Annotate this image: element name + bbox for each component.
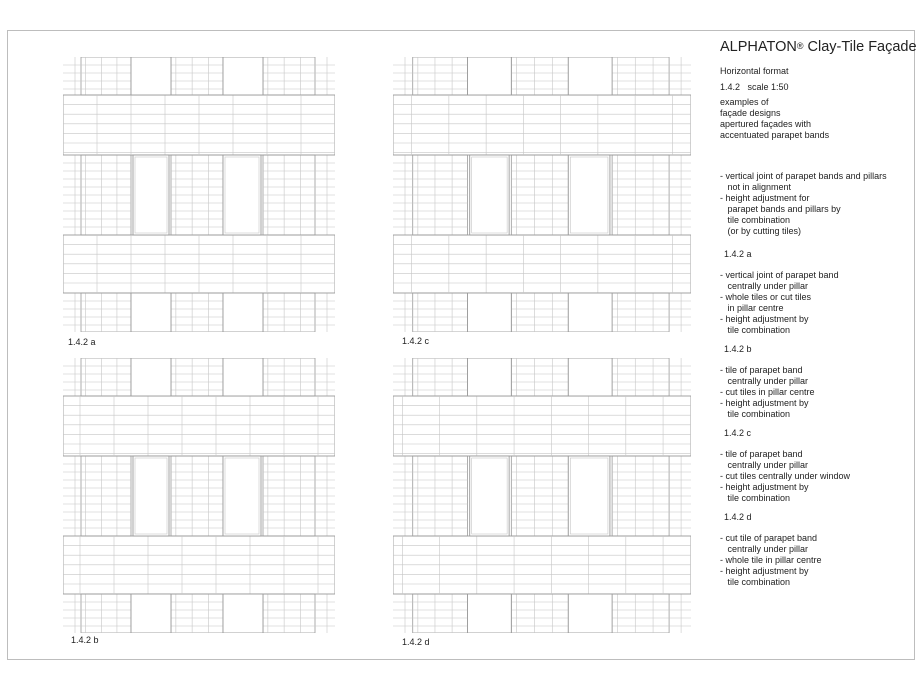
lower-opening <box>131 594 171 633</box>
registered-mark: ® <box>796 41 804 51</box>
note-line: - vertical joint of parapet bands and pillars <box>720 171 887 181</box>
parapet-band-outline <box>63 396 335 456</box>
note-line: parapet bands and pillars by <box>720 204 841 214</box>
pillar-outline <box>511 57 568 95</box>
pillar-outline <box>612 594 669 633</box>
window-opening <box>133 456 169 536</box>
pillar-outline <box>413 293 468 332</box>
note-line: - height adjustment by <box>720 566 809 576</box>
variant-notes-d <box>720 533 915 588</box>
note-line: tile combination <box>720 577 791 587</box>
upper-opening <box>468 358 512 396</box>
drawing-caption-d: 1.4.2 d <box>402 637 430 647</box>
note-line: tile combination <box>720 493 791 503</box>
drawing-caption-b: 1.4.2 b <box>71 635 99 645</box>
note-line: centrally under pillar <box>720 460 809 470</box>
note-line: tile combination <box>720 215 791 225</box>
note-line: - cut tiles centrally under window <box>720 471 851 481</box>
lower-opening <box>223 594 263 633</box>
lower-opening <box>131 293 171 332</box>
variant-heading-b: 1.4.2 b <box>724 344 752 354</box>
pillar-outline <box>81 594 131 633</box>
variant-heading-a: 1.4.2 a <box>724 249 752 259</box>
variant-heading-d: 1.4.2 d <box>724 512 752 522</box>
note-line: - whole tiles or cut tiles <box>720 292 812 302</box>
description-panel <box>720 38 915 588</box>
upper-opening <box>131 358 171 396</box>
note-line: centrally under pillar <box>720 544 809 554</box>
title-rest: Clay-Tile Façade <box>807 39 917 55</box>
intro-desc-line: examples of <box>720 97 769 107</box>
upper-opening <box>223 358 263 396</box>
variant-notes-a <box>720 270 915 336</box>
window-opening <box>568 155 610 235</box>
lower-opening <box>468 293 512 332</box>
pillar-outline <box>171 594 223 633</box>
facade-drawing-c <box>393 57 691 332</box>
window-opening <box>470 155 509 235</box>
lower-opening <box>568 594 612 633</box>
pillar-outline <box>81 293 131 332</box>
variant-notes-b <box>720 365 915 420</box>
parapet-band-outline <box>393 396 691 456</box>
note-line: - height adjustment by <box>720 482 809 492</box>
note-line: in pillar centre <box>720 303 784 313</box>
scale-label: 1.4.2 scale 1:50 <box>720 82 789 92</box>
facade-group <box>63 358 335 633</box>
pillar-outline <box>413 594 468 633</box>
note-line: tile combination <box>720 325 791 335</box>
pillar-outline <box>612 57 669 95</box>
pillar-outline <box>263 594 315 633</box>
note-line: - cut tile of parapet band <box>720 533 818 543</box>
pillar-outline <box>612 293 669 332</box>
facade-group <box>393 358 691 633</box>
note-line: - whole tile in pillar centre <box>720 555 822 565</box>
parapet-band-outline <box>393 95 691 155</box>
facade-group <box>393 57 691 332</box>
variant-heading-c: 1.4.2 c <box>724 428 752 438</box>
page-title <box>720 38 915 56</box>
brand-name: ALPHATON <box>720 39 797 55</box>
note-line: - tile of parapet band <box>720 365 803 375</box>
note-line: - cut tiles in pillar centre <box>720 387 815 397</box>
intro-desc-line: accentuated parapet bands <box>720 130 830 140</box>
facade-drawing-a <box>63 57 335 332</box>
drawing-caption-a: 1.4.2 a <box>68 337 96 347</box>
window-opening <box>223 456 261 536</box>
upper-opening <box>223 57 263 95</box>
facade-drawing-d <box>393 358 691 633</box>
window-opening <box>470 456 509 536</box>
format-label: Horizontal format <box>720 66 789 76</box>
pillar-outline <box>171 293 223 332</box>
upper-opening <box>568 358 612 396</box>
facade-group <box>63 57 335 332</box>
note-line: - tile of parapet band <box>720 449 803 459</box>
pillar-outline <box>511 594 568 633</box>
general-notes <box>720 171 915 237</box>
window-opening <box>568 456 610 536</box>
note-line: - height adjustment by <box>720 314 809 324</box>
lower-opening <box>568 293 612 332</box>
pillar-outline <box>263 293 315 332</box>
window-opening <box>223 155 261 235</box>
lower-opening <box>468 594 512 633</box>
drawing-caption-c: 1.4.2 c <box>402 336 430 346</box>
window-opening <box>133 155 169 235</box>
pillar-outline <box>413 57 468 95</box>
lower-opening <box>223 293 263 332</box>
intro-desc-line: façade designs <box>720 108 781 118</box>
pillar-outline <box>511 293 568 332</box>
note-line: - height adjustment for <box>720 193 810 203</box>
upper-opening <box>131 57 171 95</box>
note-line: centrally under pillar <box>720 281 809 291</box>
intro-desc-line: apertured façades with <box>720 119 812 129</box>
note-line: - vertical joint of parapet band <box>720 270 839 280</box>
pillar-outline <box>171 57 223 95</box>
upper-opening <box>468 57 512 95</box>
note-line: (or by cutting tiles) <box>720 226 802 236</box>
note-line: - height adjustment by <box>720 398 809 408</box>
pillar-outline <box>81 57 131 95</box>
variant-notes-c <box>720 449 915 504</box>
facade-drawing-b <box>63 358 335 633</box>
note-line: centrally under pillar <box>720 376 809 386</box>
upper-opening <box>568 57 612 95</box>
pillar-outline <box>263 57 315 95</box>
note-line: not in alignment <box>720 182 792 192</box>
note-line: tile combination <box>720 409 791 419</box>
